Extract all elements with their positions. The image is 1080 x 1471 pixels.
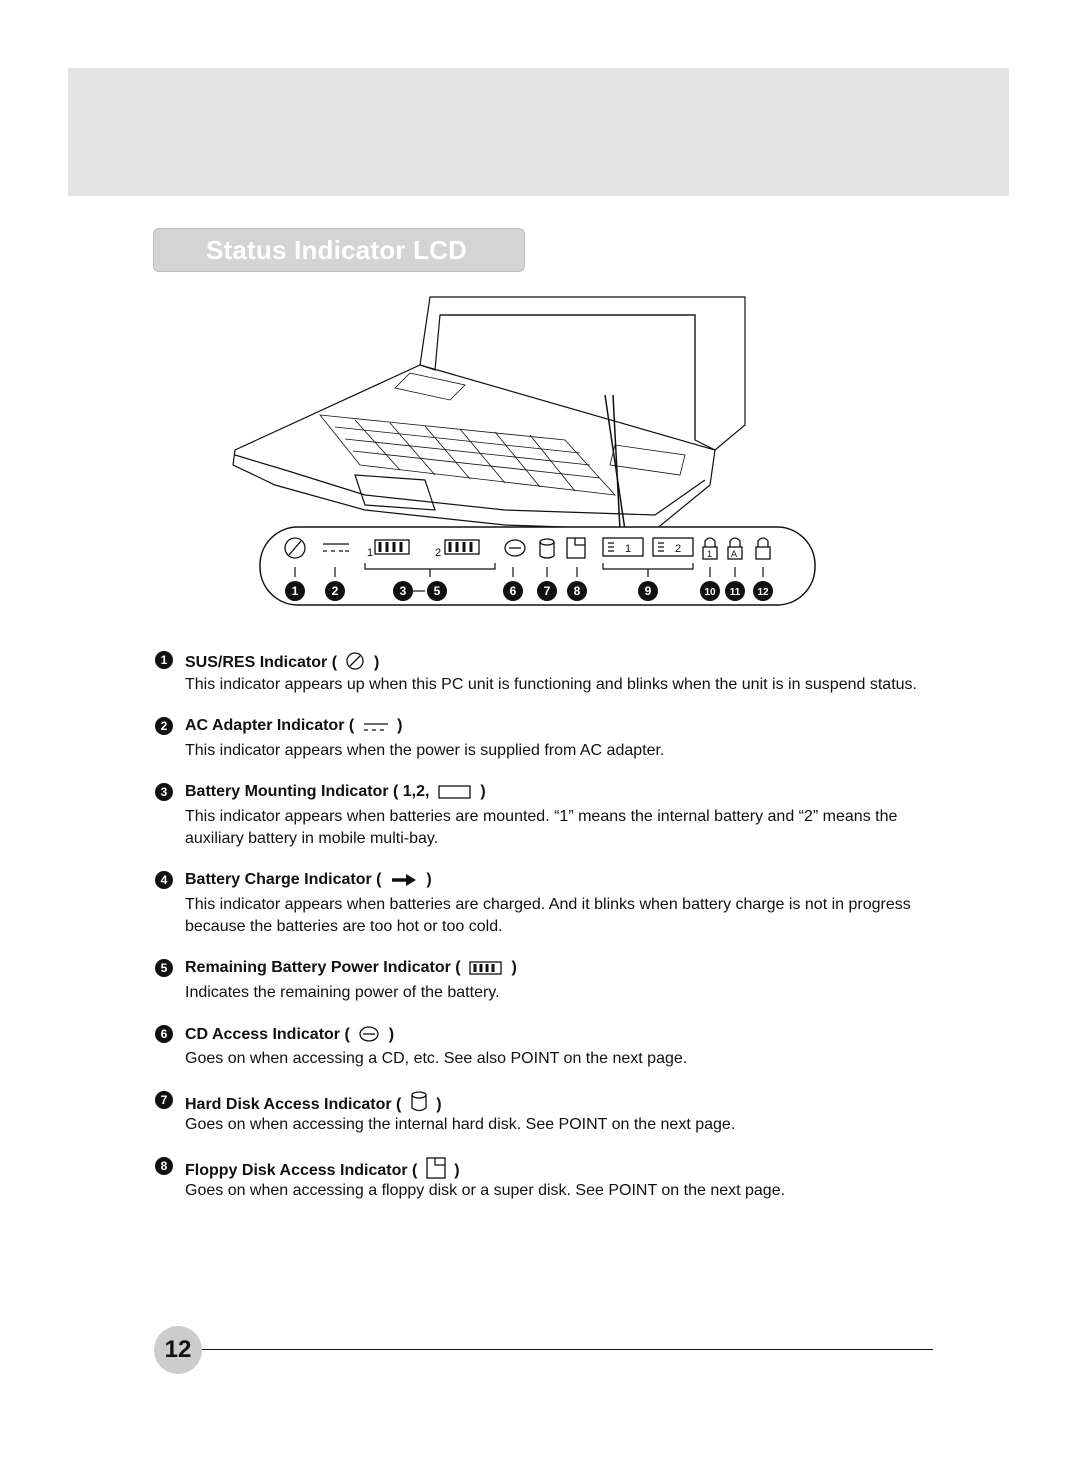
heading-text: Hard Disk Access Indicator ( (185, 1096, 402, 1113)
heading-text: CD Access Indicator ( (185, 1026, 350, 1043)
indicator-item-cd-access (155, 1022, 945, 1070)
callout-6: 6 (509, 584, 517, 598)
item-description: This indicator appears when batteries are charged. And it blinks when battery charge is not in progress because the batteries are too hot or too cold. (185, 896, 911, 935)
callout-2: 2 (331, 584, 339, 598)
item-number: 4 (155, 871, 173, 889)
laptop-lcd-illustration (225, 295, 825, 610)
laptop-lid (420, 297, 745, 450)
sus-res-icon (345, 651, 365, 671)
indicator-item-remaining-battery (155, 956, 945, 1004)
item-number: 5 (155, 959, 173, 977)
item-heading (185, 717, 402, 735)
callout-8: 8 (573, 584, 581, 598)
item-description: This indicator appears when batteries are mounted. “1” means the internal battery and “2” means the auxiliary battery in mobile multi-bay. (185, 808, 898, 847)
touchpad (355, 475, 435, 510)
item-heading (185, 651, 379, 672)
lcd-battery-1-label: 1 (367, 547, 374, 559)
lcd-battery-2-label: 2 (435, 547, 442, 559)
indicator-item-ac-adapter (155, 714, 945, 762)
heading-close: ) (511, 959, 517, 976)
heading-close: ) (388, 1026, 395, 1043)
callout-3: 3 (399, 584, 407, 598)
lcd-drive-1-label: 1 (625, 543, 632, 555)
section-title-tab (153, 228, 525, 272)
indicator-item-battery-charge (155, 868, 945, 938)
floppy-icon (426, 1157, 446, 1179)
item-heading (185, 1025, 394, 1044)
heading-text: Battery Charge Indicator ( (185, 871, 382, 888)
callout-11: 11 (729, 587, 741, 598)
indicator-item-battery-mounting (155, 780, 945, 850)
heading-text: Battery Mounting Indicator ( 1,2, (185, 783, 430, 800)
callout-10: 10 (704, 587, 716, 598)
item-description: Indicates the remaining power of the battery. (185, 984, 500, 1001)
callout-9: 9 (644, 584, 652, 598)
heading-close: ) (454, 1162, 460, 1179)
indicator-item-sus-res (155, 648, 945, 696)
charge-arrow-icon (390, 872, 418, 888)
item-number: 6 (155, 1025, 173, 1043)
hard-disk-icon (410, 1091, 428, 1113)
heading-close: ) (397, 717, 403, 734)
item-heading (185, 783, 486, 801)
item-heading (185, 1091, 442, 1114)
callout-7: 7 (543, 584, 551, 598)
item-description: This indicator appears when the power is supplied from AC adapter. (185, 742, 665, 759)
item-number: 2 (155, 717, 173, 735)
page-number: 12 (154, 1326, 202, 1374)
heading-text: Remaining Battery Power Indicator ( (185, 959, 461, 976)
item-heading (185, 871, 432, 889)
callout-1: 1 (291, 584, 299, 598)
header-band (68, 68, 1009, 196)
indicator-item-hard-disk (155, 1088, 945, 1136)
indicator-descriptions (155, 648, 945, 1220)
item-number: 3 (155, 783, 173, 801)
item-description: Goes on when accessing a floppy disk or a super disk. See POINT on the next page. (185, 1182, 786, 1199)
cd-icon (358, 1025, 380, 1043)
laptop-base (233, 365, 715, 530)
battery-outline-icon (438, 784, 472, 800)
lcd-caps-lock-label: A (731, 549, 738, 559)
heading-text: AC Adapter Indicator ( (185, 717, 355, 734)
indicator-item-floppy-disk (155, 1154, 945, 1202)
item-description: Goes on when accessing the internal hard disk. See POINT on the next page. (185, 1116, 736, 1133)
callout-12: 12 (757, 587, 769, 598)
heading-close: ) (373, 654, 380, 671)
heading-close: ) (436, 1096, 442, 1113)
heading-close: ) (480, 783, 486, 800)
heading-text: SUS/RES Indicator ( (185, 654, 338, 671)
item-description: This indicator appears up when this PC unit is functioning and blinks when the unit is in suspend status. (185, 676, 917, 693)
heading-close: ) (426, 871, 432, 888)
item-description: Goes on when accessing a CD, etc. See also POINT on the next page. (185, 1050, 688, 1067)
ac-adapter-icon (363, 720, 389, 734)
item-number: 1 (155, 651, 173, 669)
item-heading (185, 959, 517, 977)
battery-level-icon (469, 960, 503, 976)
item-number: 7 (155, 1091, 173, 1109)
lcd-num-lock-label: 1 (707, 549, 713, 559)
footer-rule (202, 1349, 933, 1350)
page-title: Status Indicator LCD (206, 235, 468, 265)
item-number: 8 (155, 1157, 173, 1175)
callout-5: 5 (433, 584, 441, 598)
item-heading (185, 1157, 460, 1180)
lcd-drive-2-label: 2 (675, 543, 682, 555)
heading-text: Floppy Disk Access Indicator ( (185, 1162, 418, 1179)
